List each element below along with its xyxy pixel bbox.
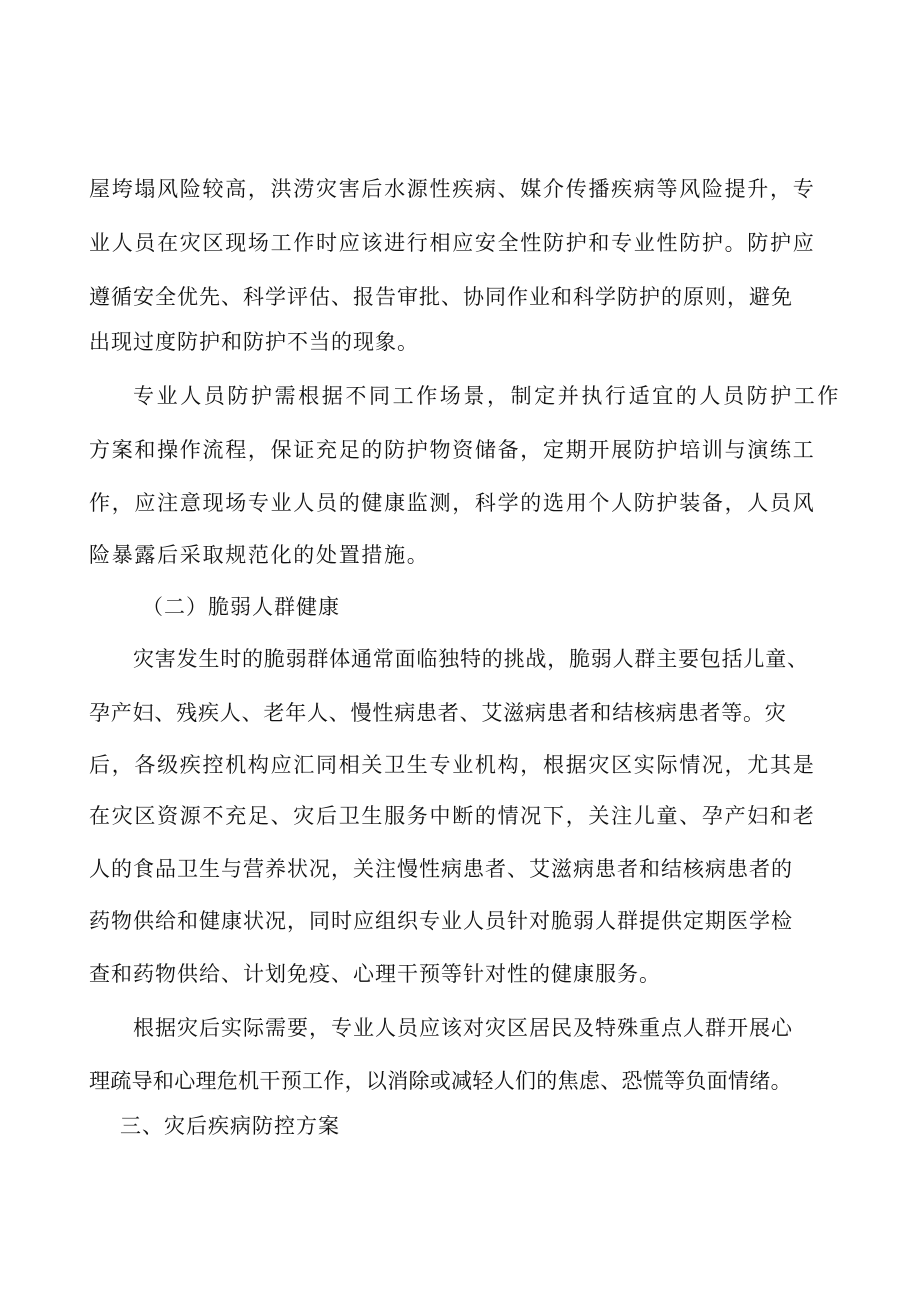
text-line: 屋垮塌风险较高，洪涝灾害后水源性疾病、媒介传播疾病等风险提升，专 <box>89 177 816 201</box>
text-line: 专业人员防护需根据不同工作场景，制定并执行适宜的人员防护工作 <box>133 384 841 408</box>
text-line: 根据灾后实际需要，专业人员应该对灾区居民及特殊重点人群开展心 <box>133 1016 793 1040</box>
text-line: 孕产妇、残疾人、老年人、慢性病患者、艾滋病患者和结核病患者等。灾 <box>89 701 787 725</box>
text-line: 业人员在灾区现场工作时应该进行相应安全性防护和专业性防护。防护应 <box>89 231 816 255</box>
text-line: 方案和操作流程，保证充足的防护物资储备，定期开展防护培训与演练工 <box>89 438 816 462</box>
text-line: 险暴露后采取规范化的处置措施。 <box>89 543 430 567</box>
text-line: 查和药物供给、计划免疫、心理干预等针对性的健康服务。 <box>89 962 661 986</box>
section-heading: 三、灾后疾病防控方案 <box>120 1114 340 1138</box>
text-line: 理疏导和心理危机干预工作，以消除或减轻人们的焦虑、恐慌等负面情绪。 <box>89 1069 792 1093</box>
text-line: 作，应注意现场专业人员的健康监测，科学的选用个人防护装备，人员风 <box>89 491 816 515</box>
text-line: 出现过度防护和防护不当的现象。 <box>89 330 419 354</box>
text-line: 人的食品卫生与营养状况，关注慢性病患者、艾滋病患者和结核病患者的 <box>89 857 793 881</box>
section-subheading: （二）脆弱人群健康 <box>142 595 340 619</box>
text-line: 在灾区资源不充足、灾后卫生服务中断的情况下，关注儿童、孕产妇和老 <box>89 804 816 828</box>
text-line: 后，各级疾控机构应汇同相关卫生专业机构，根据灾区实际情况，尤其是 <box>89 753 816 777</box>
text-line: 遵循安全优先、科学评估、报告审批、协同作业和科学防护的原则，避免 <box>89 285 793 309</box>
text-line: 灾害发生时的脆弱群体通常面临独特的挑战，脆弱人群主要包括儿童、 <box>133 647 809 671</box>
text-line: 药物供给和健康状况，同时应组织专业人员针对脆弱人群提供定期医学检 <box>89 909 793 933</box>
